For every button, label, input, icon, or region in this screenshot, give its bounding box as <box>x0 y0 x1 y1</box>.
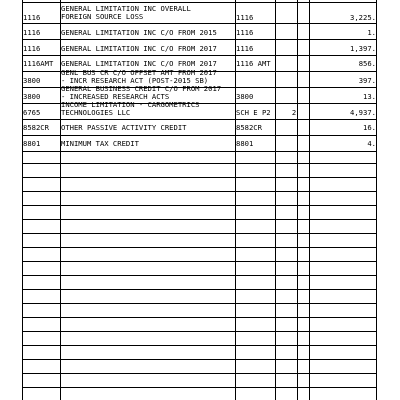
table-cell-amount: 13. <box>363 92 376 101</box>
table-cell-description: GENERAL LIMITATION INC C/O FROM 2017 <box>61 44 217 53</box>
row-rule <box>22 359 377 360</box>
table-cell-number: 2 <box>291 108 297 117</box>
table-cell-form: 1116 <box>236 44 254 53</box>
column-divider <box>275 0 276 400</box>
description-line: - INCR RESEARCH ACT (POST-2015 SB) <box>61 76 209 85</box>
table-cell-form: SCH E P2 <box>236 108 271 117</box>
row-rule <box>22 275 377 276</box>
row-rule <box>22 233 377 234</box>
table-cell-description <box>61 101 199 117</box>
table-cell-description: MINIMUM TAX CREDIT <box>61 139 139 148</box>
table-cell-code: 1116AMT <box>23 59 54 68</box>
row-rule <box>22 119 377 120</box>
table-cell-code: 3800 <box>23 92 41 101</box>
table-cell-description <box>61 85 221 101</box>
row-rule <box>22 331 377 332</box>
table-cell-code: 1116 <box>23 13 41 22</box>
row-rule <box>22 23 377 24</box>
table-cell-description: GENERAL LIMITATION INC C/O FROM 2017 <box>61 59 217 68</box>
row-rule <box>22 303 377 304</box>
table-cell-code: 6765 <box>23 108 41 117</box>
row-rule <box>22 219 377 220</box>
row-rule <box>22 345 377 346</box>
header-rule <box>22 2 377 3</box>
row-rule <box>22 39 377 40</box>
table-cell-code: 1116 <box>23 28 41 37</box>
column-divider <box>297 0 298 400</box>
row-rule <box>22 177 377 178</box>
table-cell-description: GENERAL LIMITATION INC C/O FROM 2015 <box>61 28 217 37</box>
table-cell-amount: 1,397. <box>350 44 376 53</box>
table-cell-form: 1116 <box>236 13 254 22</box>
description-line: TECHNOLOGIES LLC <box>61 108 131 117</box>
row-rule <box>22 135 377 136</box>
table-cell-description <box>61 69 217 85</box>
row-rule <box>22 317 377 318</box>
table-cell-code: 8801 <box>23 139 41 148</box>
description-line: GENERAL LIMITATION INC OVERALL <box>61 4 191 13</box>
table-cell-amount: 4. <box>367 139 376 148</box>
table-cell-description <box>61 5 191 21</box>
table-cell-amount: 3,225. <box>350 13 376 22</box>
table-cell-amount: 16. <box>363 123 376 132</box>
description-line: INCOME LIMITATION - CARGOMETRICS <box>61 100 200 109</box>
table-cell-description: OTHER PASSIVE ACTIVITY CREDIT <box>61 123 187 132</box>
table-cell-amount: 856. <box>358 59 376 68</box>
row-rule <box>22 163 377 164</box>
description-line: GENERAL BUSINESS CREDIT C/O FROM 2017 <box>61 84 222 93</box>
table-cell-form: 8582CR <box>236 123 262 132</box>
description-line: - INCREASED RESEARCH ACTS <box>61 92 170 101</box>
row-rule <box>22 289 377 290</box>
table-cell-amount: 1. <box>367 28 376 37</box>
description-line: GENL BUS CR C/O OFFSET AMT FROM 2017 <box>61 68 217 77</box>
table-cell-form: 1116 <box>236 28 254 37</box>
table-cell-form: 3800 <box>236 92 254 101</box>
row-rule <box>22 55 377 56</box>
table-cell-form: 1116 AMT <box>236 59 271 68</box>
row-rule <box>22 373 377 374</box>
table-cell-form: 8801 <box>236 139 254 148</box>
table-cell-code: 3800 <box>23 76 41 85</box>
table-cell-amount: 4,937. <box>350 108 376 117</box>
row-rule <box>22 205 377 206</box>
row-rule <box>22 261 377 262</box>
description-line: FOREIGN SOURCE LOSS <box>61 12 144 21</box>
table-cell-code: 1116 <box>23 44 41 53</box>
row-rule <box>22 247 377 248</box>
row-rule <box>22 387 377 388</box>
table-cell-amount: 397. <box>358 76 376 85</box>
row-rule <box>22 151 377 152</box>
row-rule <box>22 191 377 192</box>
table-cell-code: 8582CR <box>23 123 49 132</box>
